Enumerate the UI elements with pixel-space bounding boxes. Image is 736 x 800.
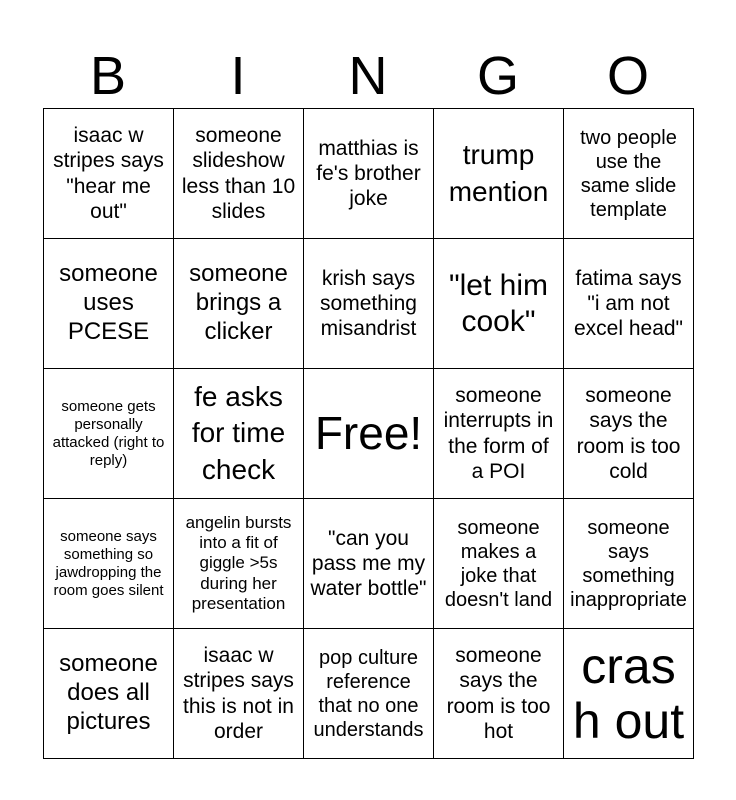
header-letter-n: N [348, 46, 388, 106]
bingo-cell[interactable]: pop culture reference that no one understands [304, 629, 434, 759]
bingo-cell[interactable]: matthias is fe's brother joke [304, 109, 434, 239]
bingo-cell[interactable]: someone brings a clicker [174, 239, 304, 369]
bingo-cell[interactable]: krish says something misandrist [304, 239, 434, 369]
free-cell[interactable]: Free! [304, 369, 434, 499]
bingo-header [43, 44, 693, 108]
bingo-cell[interactable]: someone slideshow less than 10 slides [174, 109, 304, 239]
bingo-cell[interactable]: someone interrupts in the form of a POI [434, 369, 564, 499]
bingo-cell[interactable]: fatima says "i am not excel head" [564, 239, 694, 369]
bingo-row [44, 629, 694, 759]
bingo-cell[interactable]: someone says something so jawdropping the room goes silent [44, 499, 174, 629]
bingo-cell[interactable]: isaac w stripes says "hear me out" [44, 109, 174, 239]
bingo-cell[interactable]: someone does all pictures [44, 629, 174, 759]
header-letter-i: I [230, 46, 246, 106]
bingo-cell[interactable]: someone gets personally attacked (right to reply) [44, 369, 174, 499]
bingo-cell[interactable]: "can you pass me my water bottle" [304, 499, 434, 629]
bingo-cell[interactable]: crash out [564, 629, 694, 759]
bingo-cell[interactable]: someone says something inappropriate [564, 499, 694, 629]
bingo-cell[interactable]: trump mention [434, 109, 564, 239]
bingo-cell[interactable]: someone says the room is too cold [564, 369, 694, 499]
bingo-grid [43, 108, 694, 759]
bingo-cell[interactable]: someone makes a joke that doesn't land [434, 499, 564, 629]
bingo-cell[interactable]: angelin bursts into a fit of giggle >5s during her presentation [174, 499, 304, 629]
header-letter-o: O [606, 46, 649, 106]
bingo-cell[interactable]: someone uses PCESE [44, 239, 174, 369]
bingo-row [44, 369, 694, 499]
bingo-cell[interactable]: someone says the room is too hot [434, 629, 564, 759]
bingo-cell[interactable]: isaac w stripes says this is not in order [174, 629, 304, 759]
bingo-cell[interactable]: two people use the same slide template [564, 109, 694, 239]
header-letter-g: G [476, 46, 519, 106]
bingo-row [44, 499, 694, 629]
header-letter-b: B [89, 46, 127, 106]
bingo-row [44, 109, 694, 239]
bingo-row [44, 239, 694, 369]
bingo-cell[interactable]: fe asks for time check [174, 369, 304, 499]
bingo-cell[interactable]: "let him cook" [434, 239, 564, 369]
